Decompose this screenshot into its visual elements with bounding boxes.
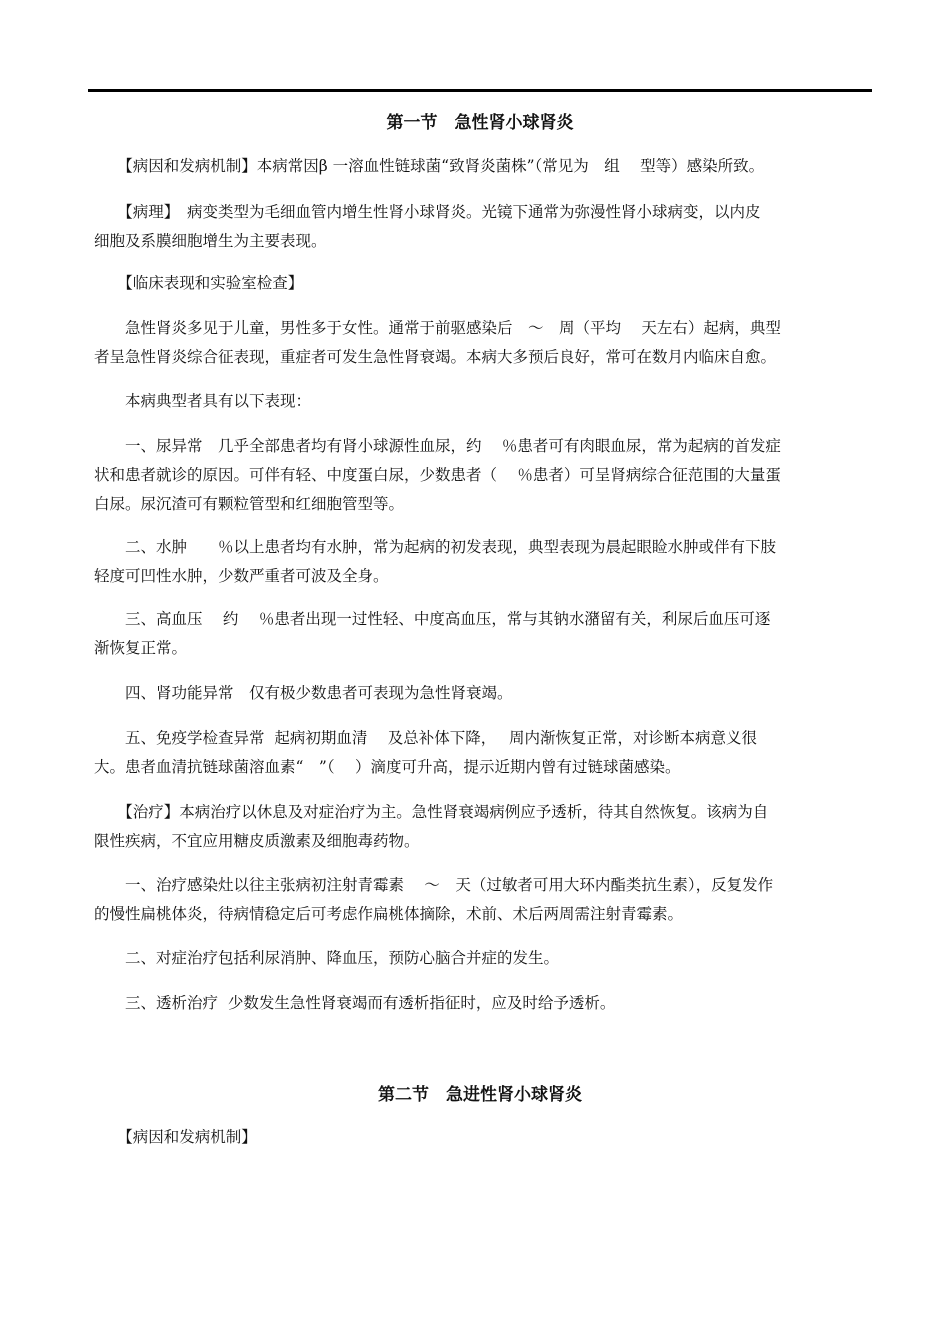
text-line: 一、治疗感染灶以往主张病初注射青霉素 ～ 天（过敏者可用大环内酯类抗生素），反复发作	[94, 876, 774, 894]
text-line: 三、透析治疗 少数发生急性肾衰竭而有透析指征时，应及时给予透析。	[94, 994, 616, 1012]
text-line: 急性肾炎多见于儿童，男性多于女性。通常于前驱感染后 ～ 周（平均 天左右）起病，典型	[94, 319, 781, 337]
section-2-title: 第二节 急进性肾小球肾炎	[378, 1085, 582, 1105]
para-clinical-heading	[94, 269, 874, 298]
section-1-title: 第一节 急性肾小球肾炎	[386, 113, 574, 133]
header-rule	[88, 89, 872, 92]
para-pathology	[94, 198, 874, 256]
text-line: 轻度可凹性水肿，少数严重者可波及全身。	[94, 567, 389, 585]
para-etiology	[94, 152, 874, 181]
text-line: 【病因和发病机制】本病常因β 一溶血性链球菌“致肾炎菌株”（常见为 组 型等）感染所致。	[94, 157, 765, 175]
para-typical-intro	[94, 387, 874, 416]
text-line: 【病理】 病变类型为毛细血管内增生性肾小球肾炎。光镜下通常为弥漫性肾小球病变，以内皮	[94, 203, 761, 221]
text-line: 者呈急性肾炎综合征表现，重症者可发生急性肾衰竭。本病大多预后良好，常可在数月内临床自愈。	[94, 348, 777, 366]
text-line: 本病典型者具有以下表现：	[94, 392, 312, 410]
para-renal-function	[94, 679, 874, 708]
text-line: 白尿。尿沉渣可有颗粒管型和红细胞管型等。	[94, 495, 405, 513]
text-line: 四、肾功能异常 仅有极少数患者可表现为急性肾衰竭。	[94, 684, 513, 702]
text-line: 细胞及系膜细胞增生为主要表现。	[94, 232, 327, 250]
para-immunology	[94, 724, 874, 782]
text-line: 大。患者血清抗链球菌溶血素“ ”（ ）滴度可升高，提示近期内曾有过链球菌感染。	[94, 758, 681, 776]
text-line: 状和患者就诊的原因。可伴有轻、中度蛋白尿，少数患者（ ％患者）可呈肾病综合征范围的大量蛋	[94, 466, 781, 484]
para-edema	[94, 533, 874, 591]
text-line: 一、尿异常 几乎全部患者均有肾小球源性血尿，约 ％患者可有肉眼血尿，常为起病的首发症	[94, 437, 781, 455]
text-line: 【病因和发病机制】	[94, 1128, 257, 1146]
text-line: 二、水肿 ％以上患者均有水肿，常为起病的初发表现，典型表现为晨起眼睑水肿或伴有下肢	[94, 538, 777, 556]
para-clinical-overview	[94, 314, 874, 372]
text-line: 限性疾病，不宜应用糖皮质激素及细胞毒药物。	[94, 832, 420, 850]
text-line: 【临床表现和实验室检查】	[94, 274, 304, 292]
para-treatment	[94, 798, 874, 856]
text-line: 二、对症治疗包括利尿消肿、降血压，预防心脑合并症的发生。	[94, 949, 560, 967]
para-urine	[94, 432, 874, 519]
text-line: 三、高血压 约 ％患者出现一过性轻、中度高血压，常与其钠水潴留有关，利尿后血压可逐	[94, 610, 771, 628]
para-hypertension	[94, 605, 874, 663]
text-line: 的慢性扁桃体炎，待病情稳定后可考虑作扁桃体摘除，术前、术后两周需注射青霉素。	[94, 905, 684, 923]
text-line: 五、免疫学检查异常 起病初期血清 及总补体下降， 周内渐恢复正常，对诊断本病意义很	[94, 729, 757, 747]
text-line: 渐恢复正常。	[94, 639, 188, 657]
text-line: 【治疗】本病治疗以休息及对症治疗为主。急性肾衰竭病例应予透析，待其自然恢复。该病为自	[94, 803, 769, 821]
para-symptomatic	[94, 944, 874, 973]
para-treat-infection	[94, 871, 874, 929]
para-s2-etiology	[94, 1123, 874, 1152]
para-dialysis	[94, 989, 874, 1018]
